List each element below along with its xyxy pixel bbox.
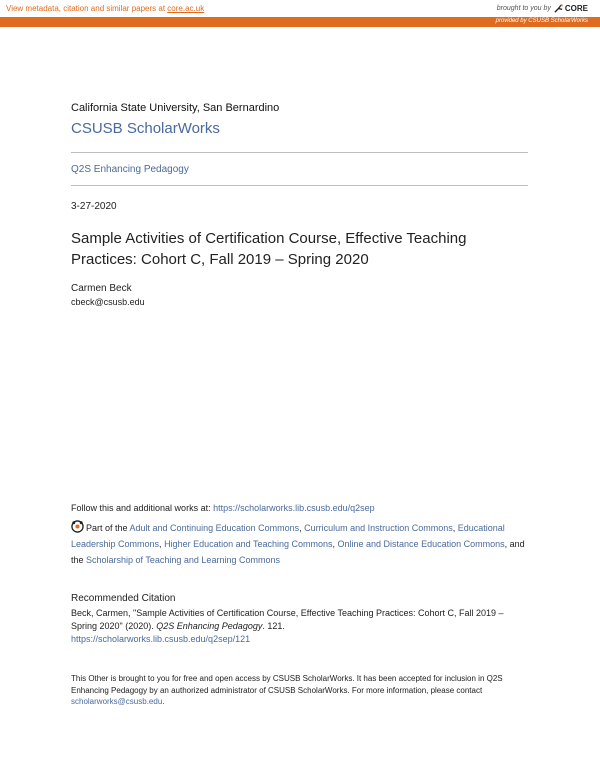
core-logo-icon xyxy=(554,4,563,13)
contact-email-link[interactable]: scholarworks@csusb.edu xyxy=(71,697,163,706)
commons-sep: , xyxy=(159,539,165,549)
publication-date: 3-27-2020 xyxy=(71,201,117,212)
citation-number: . 121. xyxy=(262,621,285,631)
commons-link-higher-education[interactable]: Higher Education and Teaching Commons xyxy=(164,539,333,549)
brought-text: brought to you by xyxy=(496,5,551,12)
core-logo[interactable] xyxy=(554,4,588,13)
follow-url-link[interactable]: https://scholarworks.lib.csusb.edu/q2sep xyxy=(213,503,375,513)
commons-sep: , xyxy=(332,539,338,549)
series-link[interactable]: Q2S Enhancing Pedagogy xyxy=(71,164,189,175)
metadata-text: View metadata, citation and similar papers at xyxy=(6,4,168,13)
author-name: Carmen Beck xyxy=(71,283,132,294)
access-notice xyxy=(71,673,531,708)
commons-sep: , xyxy=(299,523,305,533)
commons-link-online-distance[interactable]: Online and Distance Education Commons xyxy=(337,539,505,549)
commons-link-educational-leadership[interactable]: Educational Leadership Commons xyxy=(71,523,505,549)
citation-url-link[interactable]: https://scholarworks.lib.csusb.edu/q2sep/121 xyxy=(71,634,251,644)
core-label: CORE xyxy=(564,4,588,13)
commons-link-curriculum[interactable]: Curriculum and Instruction Commons xyxy=(304,523,453,533)
commons-prefix: Part of the xyxy=(86,523,130,533)
metadata-notice xyxy=(6,4,204,13)
notice-end: . xyxy=(162,697,165,706)
divider-top xyxy=(71,152,528,153)
commons-list xyxy=(71,520,531,568)
divider-bottom xyxy=(71,185,528,186)
provided-by: provided by CSUSB ScholarWorks xyxy=(495,18,588,24)
brought-by xyxy=(497,4,588,13)
citation-body: Beck, Carmen, "Sample Activities of Certification Course, Effective Teaching Practices: Cohort C, Fall 2019 – Spring 2020" (2020). xyxy=(71,608,504,631)
institution-name: California State University, San Bernardino xyxy=(71,102,280,114)
follow-line xyxy=(71,503,375,513)
citation-text xyxy=(71,607,531,646)
commons-link-scholarship-teaching[interactable]: Scholarship of Teaching and Learning Commons xyxy=(86,555,280,565)
core-banner xyxy=(0,0,600,28)
commons-sep: , xyxy=(452,523,458,533)
follow-text: Follow this and additional works at: xyxy=(71,503,214,513)
core-ac-uk-link[interactable]: core.ac.uk xyxy=(167,4,205,13)
commons-link-adult-education[interactable]: Adult and Continuing Education Commons xyxy=(129,523,300,533)
repository-name[interactable]: CSUSB ScholarWorks xyxy=(71,120,220,137)
citation-journal: Q2S Enhancing Pedagogy xyxy=(156,621,263,631)
author-email: cbeck@csusb.edu xyxy=(71,297,145,307)
recommended-citation-heading: Recommended Citation xyxy=(71,593,176,604)
network-icon xyxy=(71,520,84,533)
notice-text: This Other is brought to you for free and open access by CSUSB ScholarWorks. It has been accepted for inclusion in Q2S Enhancing Pedagogy by an authorized administrator of CSUSB ScholarWorks. For more information, please contact xyxy=(71,674,503,695)
commons-and: , and the xyxy=(71,539,525,565)
document-title: Sample Activities of Certification Course, Effective Teaching Practices: Cohort C, Fall 2019 – Spring 2020 xyxy=(71,230,467,268)
